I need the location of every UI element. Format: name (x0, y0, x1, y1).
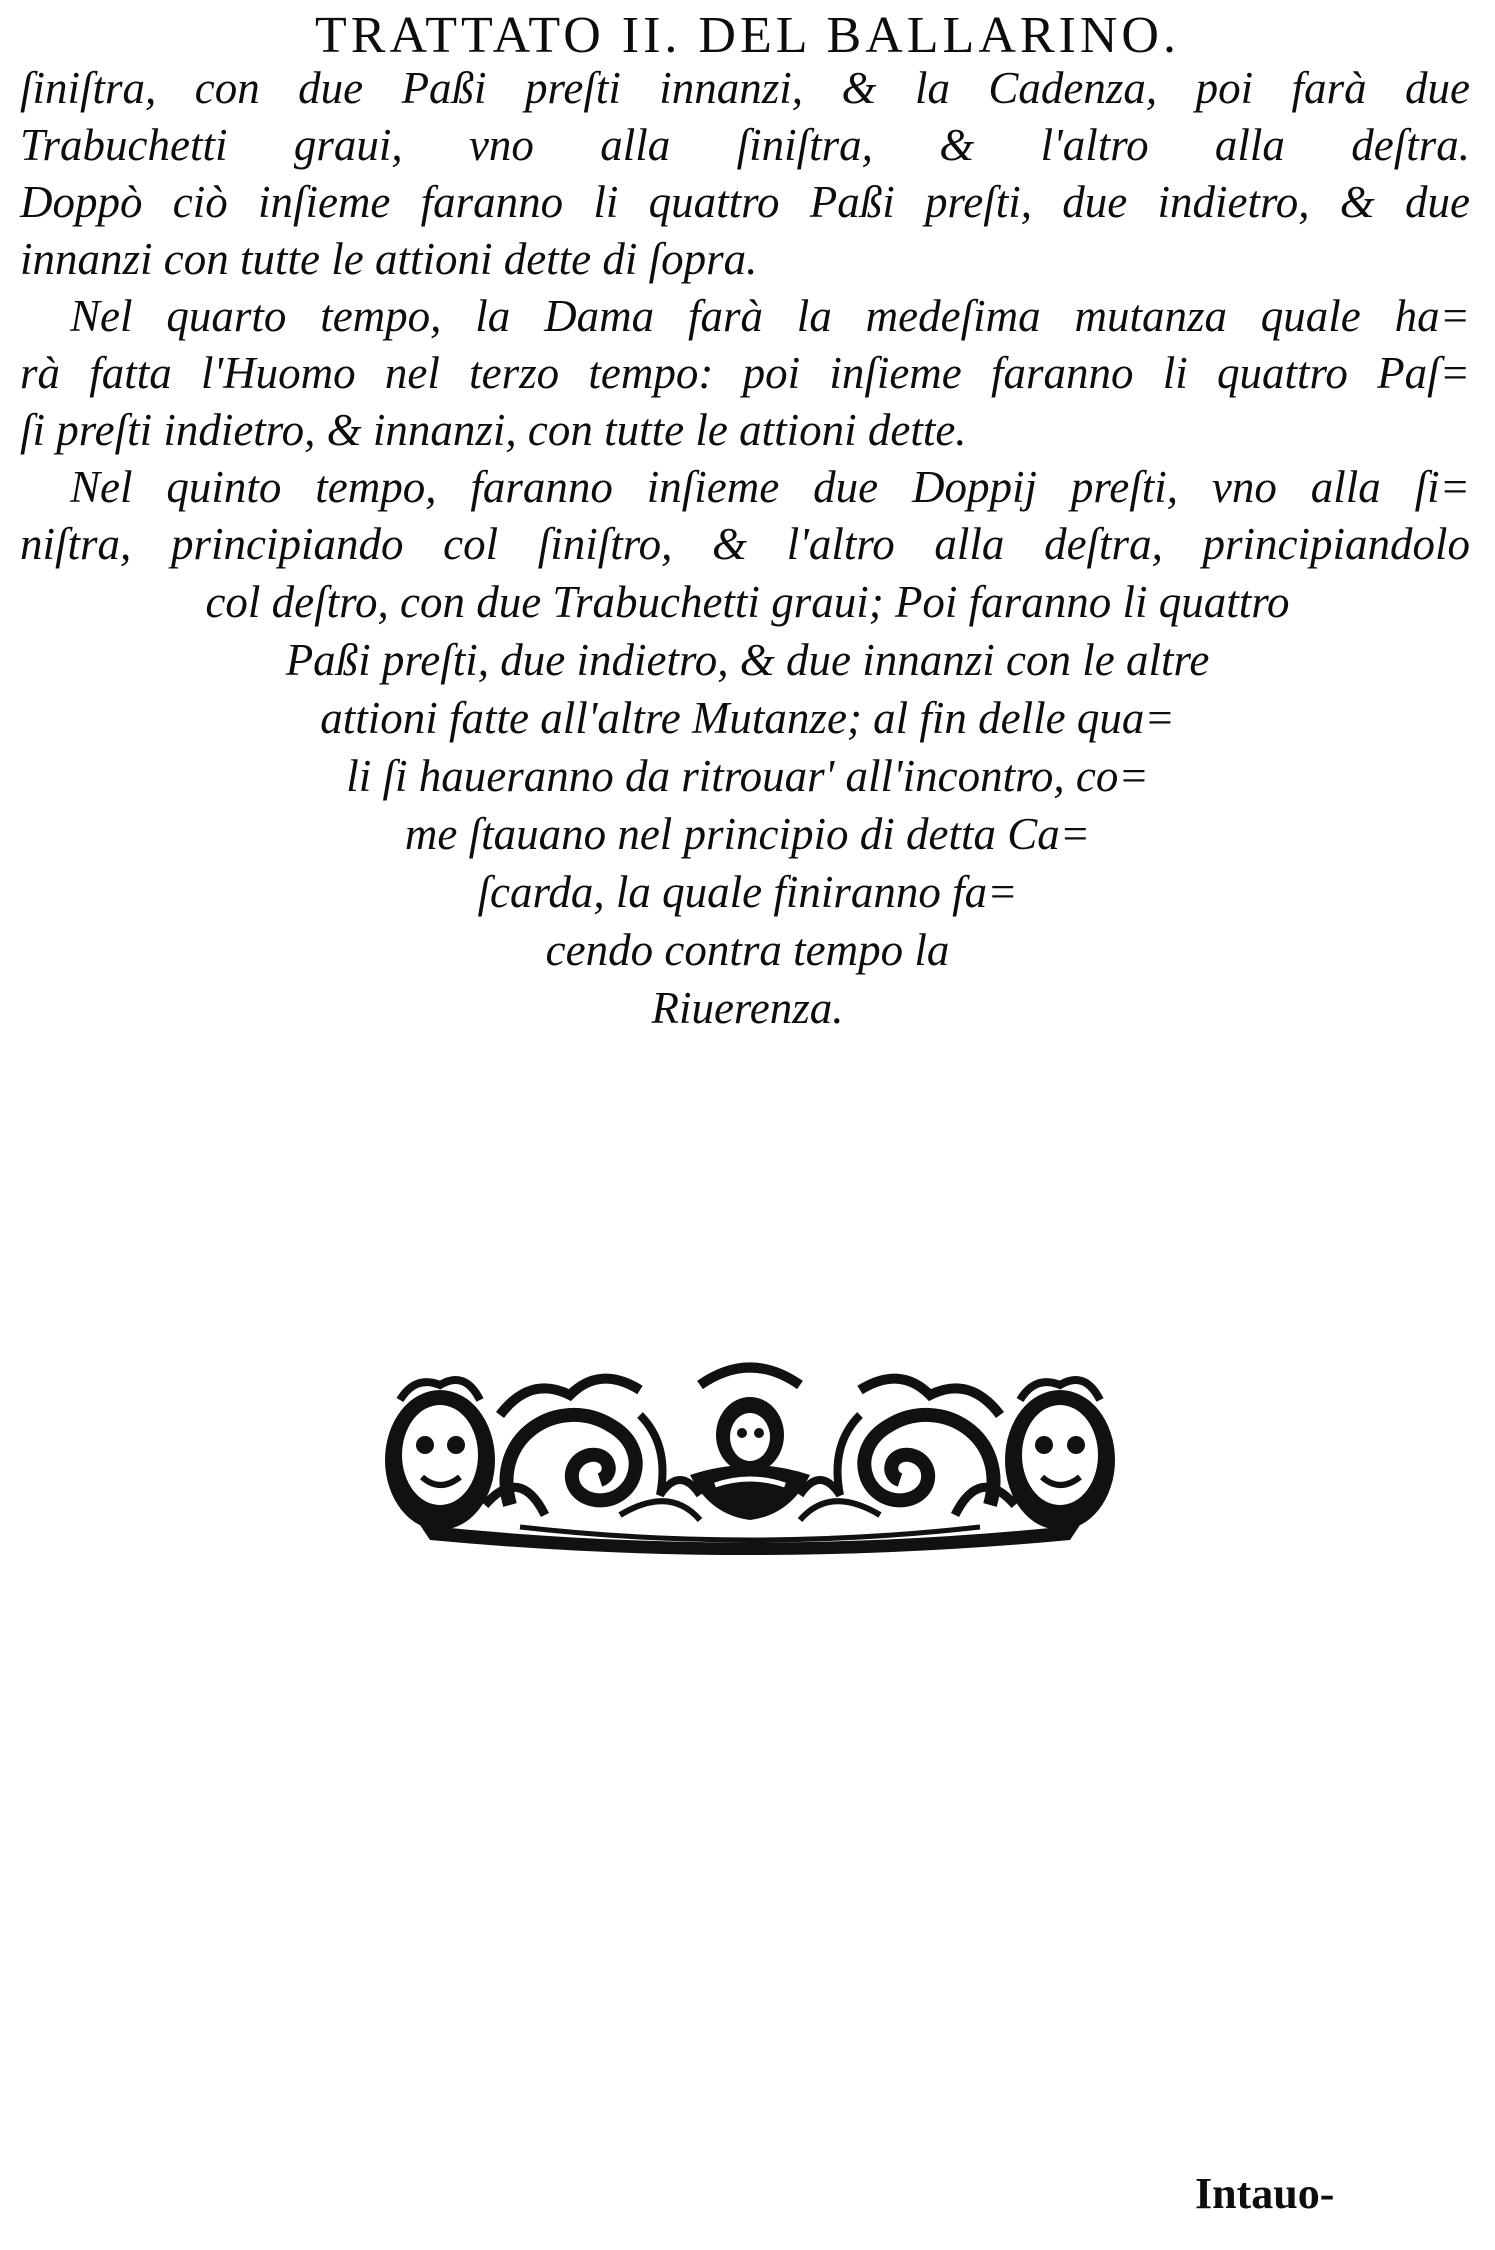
text-line: niſtra, principiando col ſiniſtro, & l'altro alla deſtra, principiandolo (20, 519, 1470, 569)
text-line: rà fatta l'Huomo nel terzo tempo: poi inſieme faranno li quattro Paſ= (20, 348, 1470, 398)
text-line: me ſtauano nel principio di detta Ca= (404, 809, 1091, 859)
text-line: Doppò ciò inſieme faranno li quattro Paßi preſti, due indietro, & due (20, 177, 1470, 227)
text-line: ſi preſti indietro, & innanzi, con tutte le attioni dette. (20, 405, 967, 455)
paragraph-start-line: Nel quinto tempo, faranno inſieme due Doppij preſti, vno alla ſi= (70, 462, 1470, 512)
foliate-scroll-ornament-icon (370, 1355, 1130, 1555)
text-line: Riuerenza. (651, 983, 844, 1033)
text-line: attioni fatte all'altre Mutanze; al fin delle qua= (320, 693, 1175, 743)
text-line: li ſi haueranno da ritrouar' all'incontro, co= (346, 751, 1149, 801)
catchword: Intauo- (1195, 2169, 1335, 2218)
text-line: innanzi con tutte le attioni dette di ſopra. (20, 234, 758, 284)
text-line: col deſtro, con due Trabuchetti graui; Poi faranno li quattro (205, 577, 1290, 627)
text-line: Trabuchetti graui, vno alla ſiniſtra, & l'altro alla deſtra. (20, 120, 1470, 170)
text-line: ſcarda, la quale finiranno fa= (477, 867, 1018, 917)
running-head: TRATTATO II. DEL BALLARINO. (315, 7, 1180, 64)
text-line: ſiniſtra, con due Paßi preſti innanzi, & la Cadenza, poi farà due (20, 63, 1470, 113)
paragraph-start-line: Nel quarto tempo, la Dama farà la medeſima mutanza quale ha= (70, 291, 1470, 341)
text-line: Paßi preſti, due indietro, & due innanzi con le altre (285, 635, 1210, 685)
text-line: cendo contra tempo la (545, 925, 950, 975)
